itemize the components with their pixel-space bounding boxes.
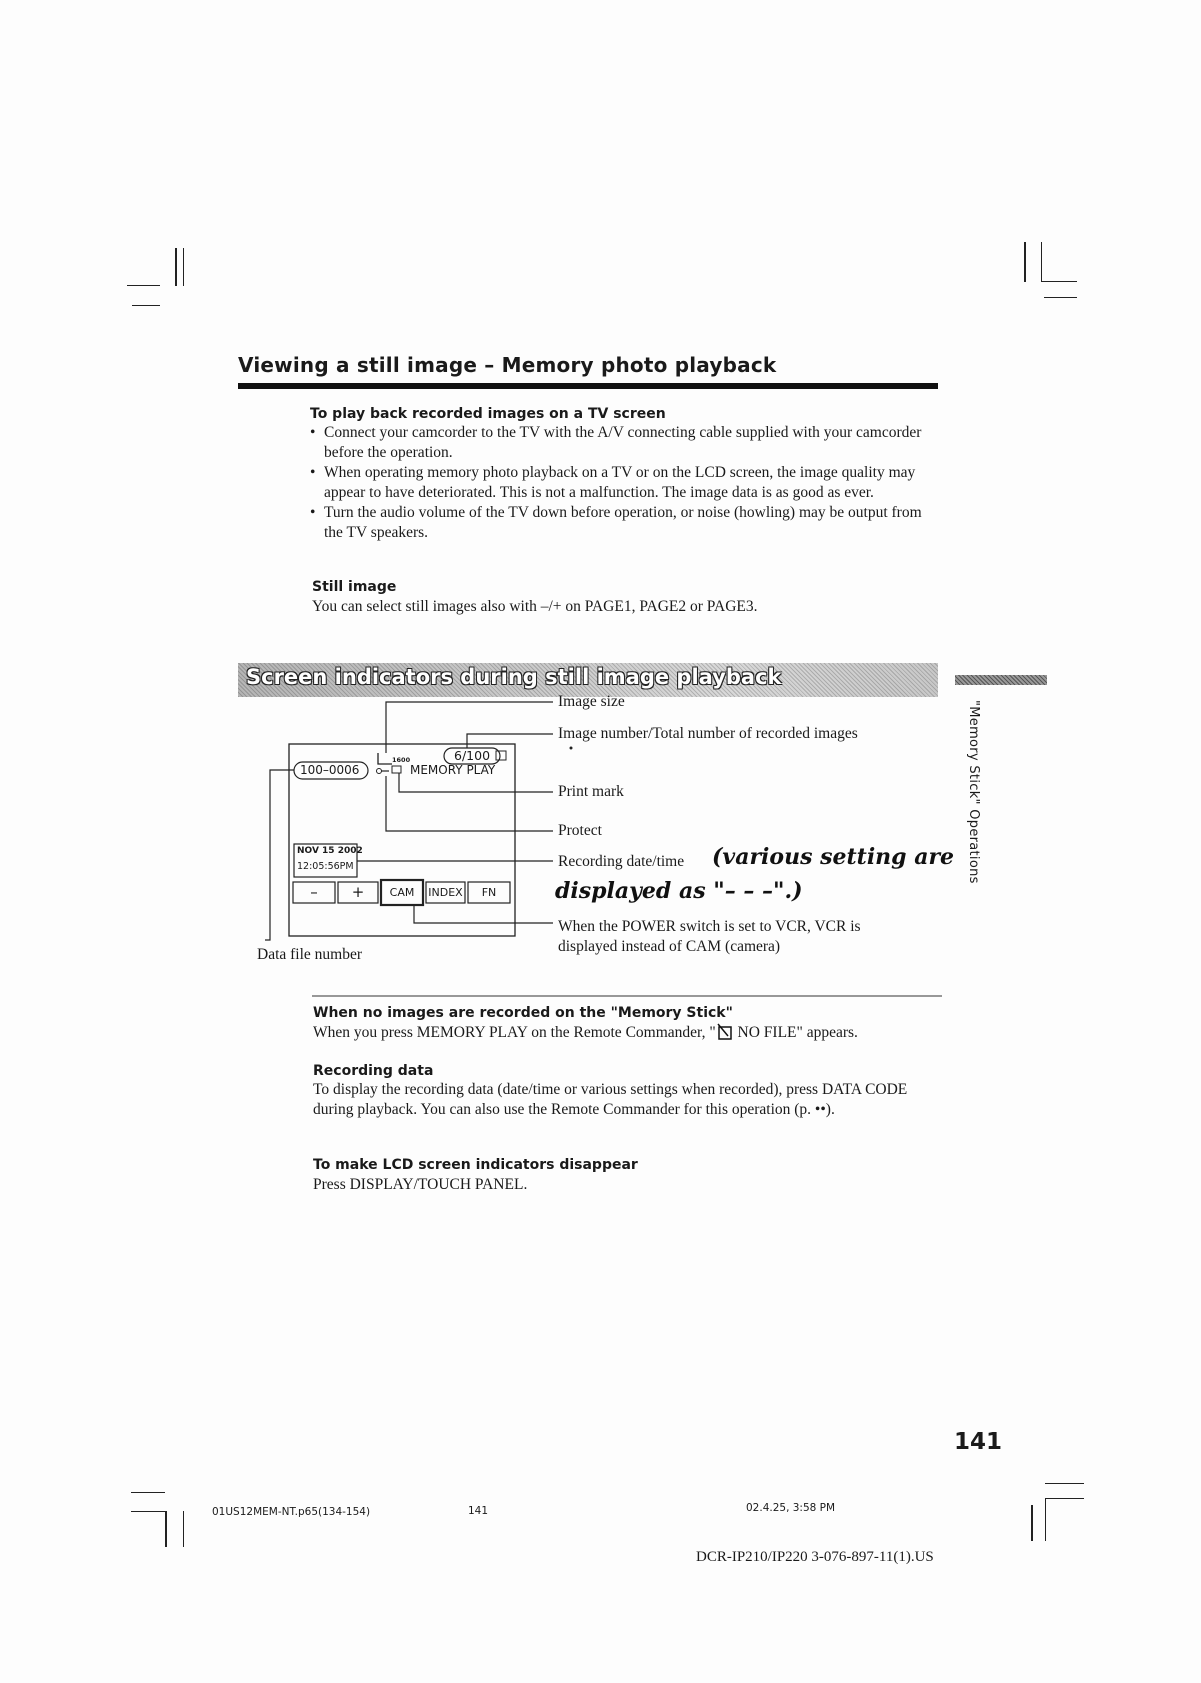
list-item: • When operating memory photo playback on a TV or on the LCD screen, the image quality may appear to have deteriorated. This is not a malfunction. The image data is as good as ever. — [310, 463, 940, 503]
recording-data-text: To display the recording data (date/time or various settings when recorded), press DATA CODE during playback. You can also use the Remote Commander for this operation (p. ••). — [313, 1081, 908, 1118]
handwritten-note-line1: (various setting are — [712, 844, 955, 870]
lcd-image-size: 1600 — [392, 756, 411, 764]
tv-section-heading: To play back recorded images on a TV screen — [310, 406, 666, 422]
callout-power-switch-line1: When the POWER switch is set to VCR, VCR is — [558, 918, 861, 935]
lcd-indicators-heading: To make LCD screen indicators disappear — [313, 1157, 638, 1173]
side-tab-marker — [955, 675, 1047, 685]
lcd-plus-button: + — [351, 883, 365, 901]
callout-data-file-number: Data file number — [257, 946, 363, 963]
callout-print-mark: Print mark — [558, 783, 624, 800]
lcd-date: NOV 15 2002 — [297, 846, 363, 856]
lcd-mode-label: MEMORY PLAY — [410, 763, 496, 777]
section-band-title: Screen indicators during still image playback — [246, 665, 782, 689]
list-item: • Connect your camcorder to the TV with the A/V connecting cable supplied with your camcorder before the operation. — [310, 423, 940, 463]
callout-image-number: Image number/Total number of recorded images — [558, 725, 858, 742]
callout-image-size: Image size — [558, 693, 625, 710]
recording-data-heading: Recording data — [313, 1063, 434, 1079]
no-images-text — [313, 1022, 858, 1043]
leader-power-switch — [414, 905, 553, 923]
footer-date: 02.4.25, 3:58 PM — [746, 1502, 836, 1514]
footer-file: 01US12MEM-NT.p65(134-154) — [212, 1506, 371, 1518]
side-tab-label: "Memory Stick" Operations — [966, 700, 981, 884]
still-image-heading: Still image — [312, 579, 397, 595]
lcd-fn-button: FN — [481, 886, 497, 899]
lcd-image-count: 6/100 — [454, 748, 491, 763]
page-number: 141 — [954, 1429, 1003, 1455]
lcd-index-button: INDEX — [428, 886, 463, 899]
leader-image-size — [386, 702, 553, 753]
footer-page: 141 — [468, 1505, 489, 1517]
leader-image-number — [467, 734, 553, 748]
no-file-card-icon — [716, 1022, 734, 1040]
protect-key-icon — [377, 769, 382, 774]
still-image-text: You can select still images also with –/+ on PAGE1, PAGE2 or PAGE3. — [312, 598, 758, 615]
lcd-cam-button: CAM — [389, 886, 415, 899]
callout-power-switch-line2: displayed instead of CAM (camera) — [558, 938, 781, 955]
lcd-file-number: 100–0006 — [300, 763, 360, 777]
lcd-minus-button: – — [310, 883, 318, 901]
print-mark-icon — [392, 766, 401, 773]
leader-protect — [386, 776, 553, 831]
list-item: • Turn the audio volume of the TV down before operation, or noise (howling) may be output from the TV speakers. — [310, 503, 940, 543]
handwritten-note-line2: displayed as "– – –".) — [555, 878, 803, 904]
card-icon — [496, 751, 506, 760]
callout-protect: Protect — [558, 822, 602, 839]
page-title: Viewing a still image – Memory photo playback — [238, 353, 777, 377]
lcd-time: 12:05:56PM — [297, 861, 354, 872]
callout-recording-datetime: Recording date/time — [558, 853, 685, 870]
image-size-icon — [378, 753, 392, 764]
no-images-heading: When no images are recorded on the "Memory Stick" — [313, 1005, 733, 1021]
footer-model: DCR-IP210/IP220 3-076-897-11(1).US — [696, 1549, 934, 1565]
no-images-text-after: NO FILE" appears. — [733, 1024, 858, 1041]
no-images-text-before: When you press MEMORY PLAY on the Remote Commander, " — [313, 1024, 716, 1041]
lcd-indicators-text: Press DISPLAY/TOUCH PANEL. — [313, 1176, 528, 1193]
